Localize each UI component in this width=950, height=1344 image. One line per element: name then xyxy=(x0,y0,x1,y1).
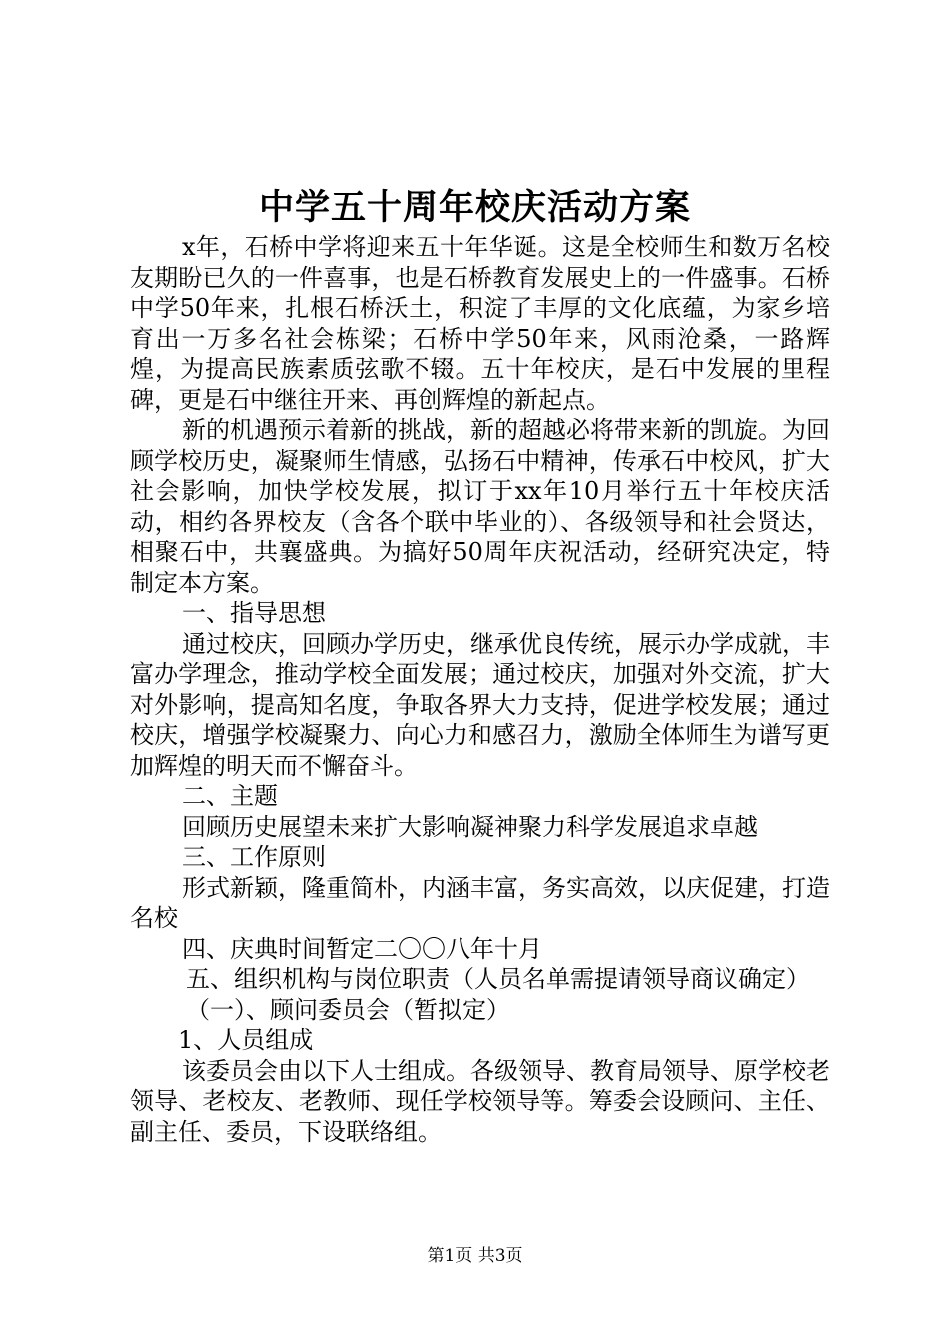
subheading-members: 1、人员组成 xyxy=(178,1026,314,1054)
paragraph-principles: 形式新颖，隆重简朴，内涵丰富，务实高效，以庆促建，打造名校 xyxy=(130,873,830,932)
document-title: 中学五十周年校庆活动方案 xyxy=(258,187,691,228)
subheading-advisory-committee: （一）、顾问委员会（暂拟定） xyxy=(186,995,510,1024)
heading-organization: 五、组织机构与岗位职责（人员名单需提请领导商议确定） xyxy=(186,965,810,993)
page-footer: 第1页 共3页 xyxy=(427,1246,523,1266)
paragraph-members: 该委员会由以下人士组成。各级领导、教育局领导、原学校老领导、老校友、老教师、现任学校领导等。筹委会设顾问、主任、副主任、委员，下设联络组。 xyxy=(130,1056,830,1146)
heading-theme: 二、主题 xyxy=(182,782,278,810)
paragraph-theme: 回顾历史展望未来扩大影响凝神聚力科学发展追求卓越 xyxy=(182,812,758,841)
paragraph-purpose: 新的机遇预示着新的挑战，新的超越必将带来新的凯旋。为回顾学校历史，凝聚师生情感，弘扬石中精神，传承石中校风，扩大社会影响，加快学校发展，拟订于xx年10月举行五十年校庆活动，相约各界校友（含各个联中毕业的）、各级领导和社会贤达，相聚石中，共襄盛典。为搞好50周年庆祝活动，经研究决定，特制定本方案。 xyxy=(130,416,830,597)
heading-guiding-thought: 一、指导思想 xyxy=(182,599,326,627)
document-body xyxy=(130,232,830,1147)
heading-principles: 三、工作原则 xyxy=(182,843,326,871)
paragraph-intro: x年，石桥中学将迎来五十年华诞。这是全校师生和数万名校友期盼已久的一件喜事，也是石桥教育发展史上的一件盛事。石桥中学50年来，扎根石桥沃土，积淀了丰厚的文化底蕴，为家乡培育出一万多名社会栋梁；石桥中学50年来，风雨沧桑，一路辉煌，为提高民族素质弦歌不辍。五十年校庆，是石中发展的里程碑，更是石中继往开来、再创辉煌的新起点。 xyxy=(130,233,830,414)
heading-ceremony-time: 四、庆典时间暂定二〇〇八年十月 xyxy=(182,934,542,963)
paragraph-guiding-thought: 通过校庆，回顾办学历史，继承优良传统，展示办学成就，丰富办学理念，推动学校全面发展；通过校庆，加强对外交流，扩大对外影响，提高知名度，争取各界大力支持，促进学校发展；通过校庆，增强学校凝聚力、向心力和感召力，激励全体师生为谱写更加辉煌的明天而不懈奋斗。 xyxy=(130,629,830,780)
